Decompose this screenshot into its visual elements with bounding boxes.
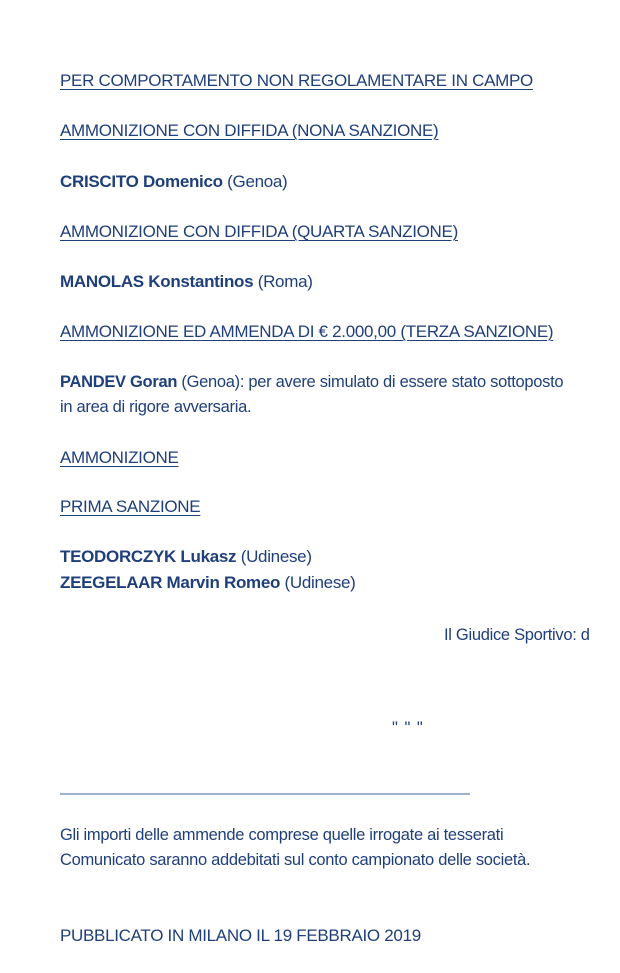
player-team: (Roma)	[257, 272, 313, 291]
player-entry-criscito	[60, 171, 287, 193]
separator-quotes: " " "	[392, 719, 424, 737]
publication-date: PUBBLICATO IN MILANO IL 19 FEBBRAIO 2019	[60, 926, 421, 945]
section-heading-fine-third: AMMONIZIONE ED AMMENDA DI € 2.000,00 (TERZA SANZIONE)	[60, 322, 554, 341]
footnote-line-1: Gli importi delle ammende comprese quelle irrogate ai tesserati	[60, 826, 504, 844]
player-team: (Udinese)	[240, 547, 312, 566]
section-heading-conduct: PER COMPORTAMENTO NON REGOLAMENTARE IN CAMPO	[60, 71, 533, 90]
section-heading-warning: AMMONIZIONE	[60, 448, 179, 467]
player-name: TEODORCZYK Lukasz	[60, 547, 237, 566]
player-entry-manolas	[60, 271, 313, 293]
player-name: MANOLAS Konstantinos	[60, 272, 254, 291]
player-name: ZEEGELAAR Marvin Romeo	[60, 573, 281, 592]
section-heading-first-sanction: PRIMA SANZIONE	[60, 497, 201, 516]
player-team: (Genoa)	[227, 172, 288, 191]
player-name: PANDEV Goran	[60, 373, 178, 391]
signature-line: Il Giudice Sportivo: d	[444, 626, 590, 644]
section-heading-warning-ninth: AMMONIZIONE CON DIFFIDA (NONA SANZIONE)	[60, 121, 439, 140]
section-heading-warning-fourth: AMMONIZIONE CON DIFFIDA (QUARTA SANZIONE)	[60, 222, 458, 241]
footnote-line-2: Comunicato saranno addebitati sul conto campionato delle società.	[60, 851, 531, 869]
player-team: (Genoa)	[181, 373, 240, 391]
player-entry-pandev	[60, 371, 563, 393]
player-entry-teodorczyk	[60, 546, 312, 568]
player-team: (Udinese)	[284, 573, 356, 592]
player-reason-continued: in area di rigore avversaria.	[60, 398, 252, 416]
player-entry-zeegelaar	[60, 572, 356, 594]
footnote-divider	[60, 793, 470, 795]
player-reason: : per avere simulato di essere stato sottoposto	[239, 373, 564, 391]
player-name: CRISCITO Domenico	[60, 172, 223, 191]
